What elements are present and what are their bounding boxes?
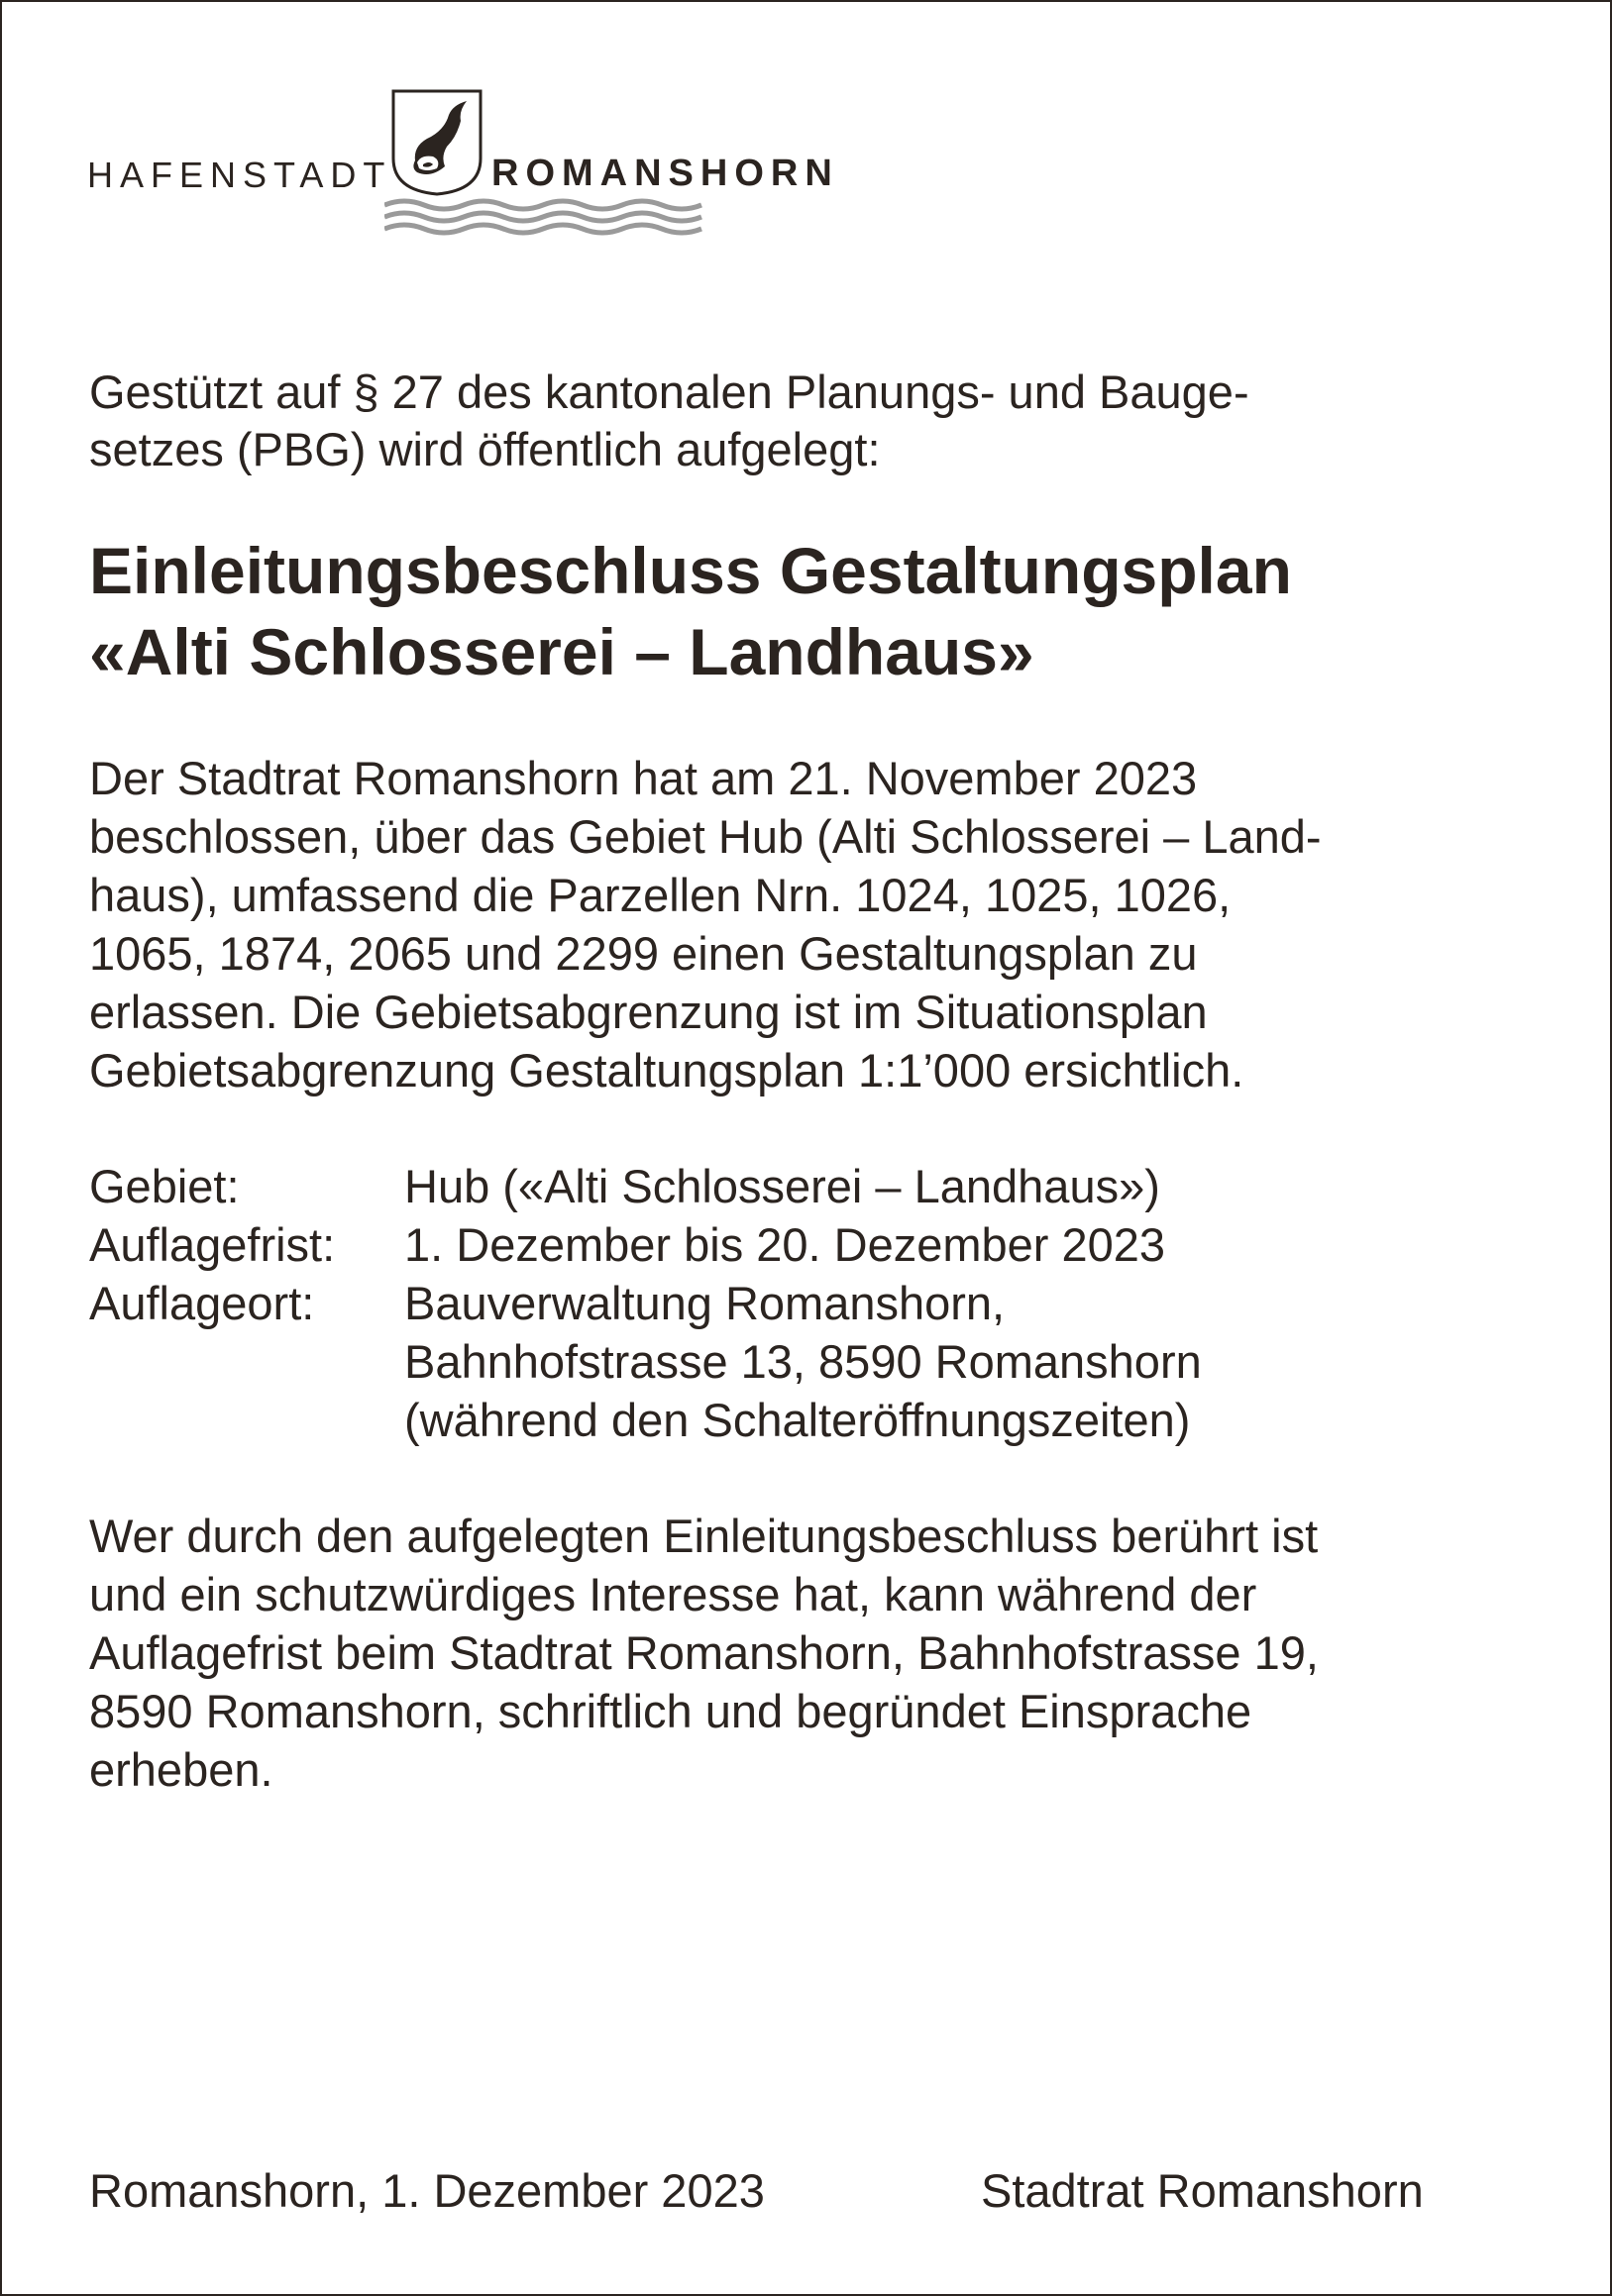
gebiet-value: Hub («Alti Schlosserei – Landhaus») (404, 1160, 1160, 1212)
logo-prefix: HAFENSTADT (87, 155, 392, 195)
body-line: haus), umfassend die Parzellen Nrn. 1024, 1025, 1026, (89, 869, 1232, 921)
waves-icon (384, 197, 791, 237)
body-line: beschlossen, über das Gebiet Hub (Alti Schlosserei – Land- (89, 810, 1322, 863)
place-date: Romanshorn, 1. Dezember 2023 (89, 2164, 765, 2217)
objection-line: Wer durch den aufgelegten Einleitungsbeschluss berührt ist (89, 1510, 1319, 1562)
intro-line: setzes (PBG) wird öffentlich aufgelegt: (89, 423, 881, 475)
objection-line: erheben. (89, 1743, 273, 1796)
auflageort-line: Bauverwaltung Romanshorn, (404, 1277, 1006, 1329)
auflagefrist-label: Auflagefrist: (89, 1218, 336, 1271)
detail-row-auflageort (89, 1274, 1536, 1449)
auflagefrist-value: 1. Dezember bis 20. Dezember 2023 (404, 1218, 1166, 1271)
objection-line: Auflagefrist beim Stadtrat Romanshorn, Bahnhofstrasse 19, (89, 1626, 1319, 1679)
intro-line: Gestützt auf § 27 des kantonalen Planungs- und Bauge- (89, 365, 1249, 418)
auflageort-label: Auflageort: (89, 1277, 315, 1329)
notice-title (89, 530, 1536, 692)
auflageort-value (404, 1274, 1202, 1449)
signatory: Stadtrat Romanshorn (981, 2164, 1424, 2217)
horn-crest-icon (387, 87, 486, 196)
body-line: erlassen. Die Gebietsabgrenzung ist im Situationsplan (89, 986, 1208, 1038)
title-line: Einleitungsbeschluss Gestaltungsplan (89, 534, 1292, 607)
objection-paragraph (89, 1507, 1536, 1799)
decision-paragraph (89, 749, 1536, 1099)
body-line: Der Stadtrat Romanshorn hat am 21. November 2023 (89, 752, 1198, 804)
auflageort-line: (während den Schalteröffnungszeiten) (404, 1394, 1191, 1446)
logo-name: ROMANSHORN (491, 153, 839, 194)
detail-row-gebiet (89, 1157, 1536, 1215)
body-line: 1065, 1874, 2065 und 2299 einen Gestaltungsplan zu (89, 927, 1198, 980)
gebiet-label: Gebiet: (89, 1160, 240, 1212)
objection-line: und ein schutzwürdiges Interesse hat, kann während der (89, 1568, 1257, 1620)
title-line: «Alti Schlosserei – Landhaus» (89, 615, 1034, 688)
objection-line: 8590 Romanshorn, schriftlich und begründet Einsprache (89, 1685, 1252, 1737)
details-table (89, 1157, 1536, 1449)
auflageort-line: Bahnhofstrasse 13, 8590 Romanshorn (404, 1335, 1202, 1388)
intro-paragraph (89, 364, 1536, 478)
logo-header (87, 85, 880, 244)
body-line: Gebietsabgrenzung Gestaltungsplan 1:1’000 ersichtlich. (89, 1044, 1244, 1096)
detail-row-auflagefrist (89, 1215, 1536, 1274)
notice-content (89, 364, 1536, 1799)
